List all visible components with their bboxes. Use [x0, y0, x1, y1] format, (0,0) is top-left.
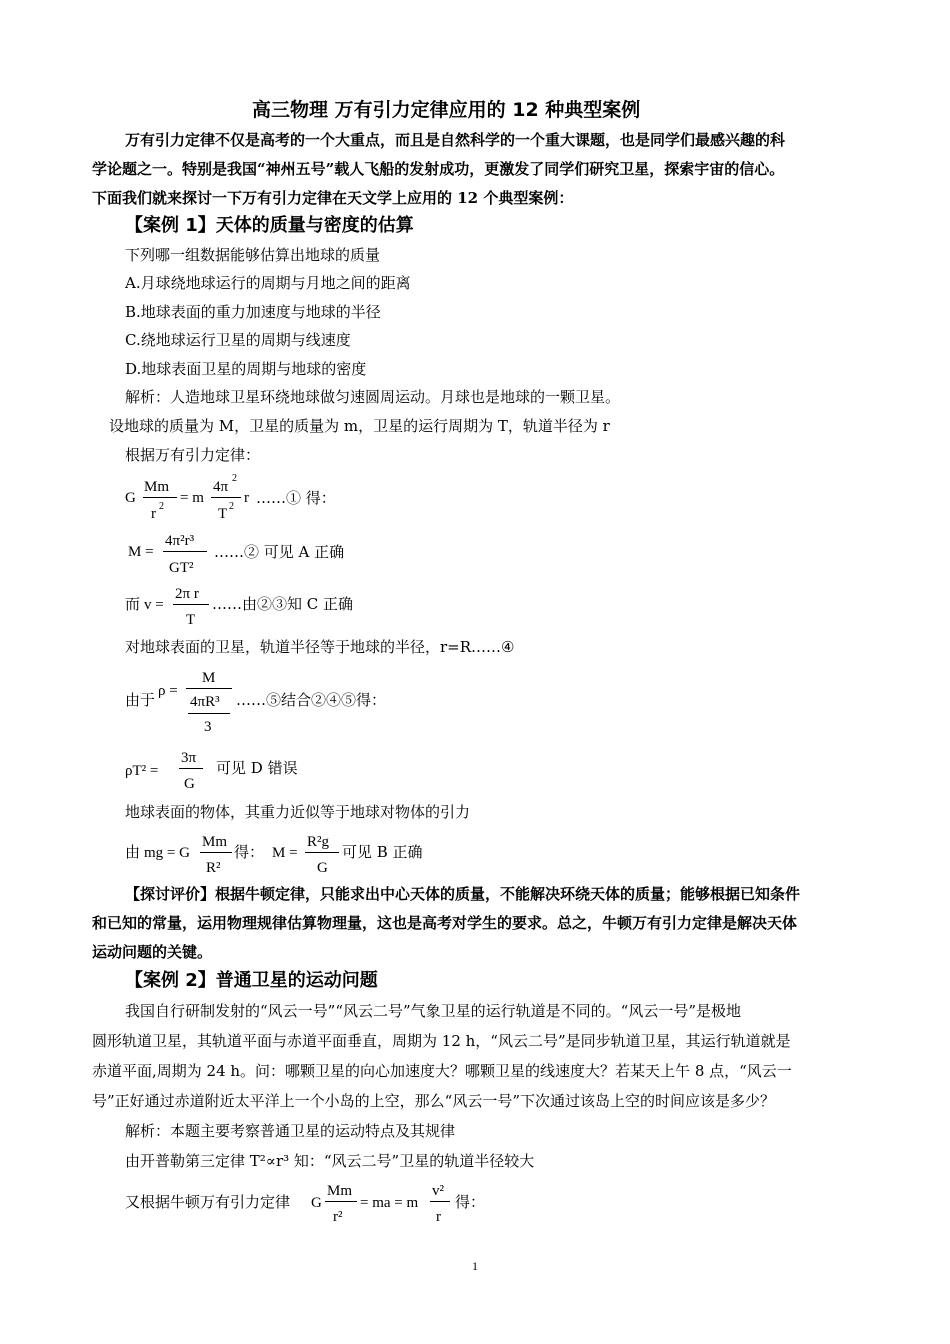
- case1-by-law: 根据万有引力定律：: [125, 446, 261, 464]
- page-title: 高三物理 万有引力定律应用的 12 种典型案例: [252, 99, 641, 121]
- case1-heading: 【案例 1】天体的质量与密度的估算: [125, 215, 414, 236]
- case1-question: 下列哪一组数据能够估算出地球的质量: [125, 246, 381, 264]
- review-line-3: 运动问题的关键。: [92, 943, 213, 961]
- case1-option-d: D.地球表面卫星的周期与地球的密度: [125, 360, 367, 378]
- case1-option-a: A.月球绕地球运行的周期与月地之间的距离: [125, 274, 411, 292]
- document-page: 高三物理 万有引力定律应用的 12 种典型案例 万有引力定律不仅是高考的一个大重点，而且是自然科学的一个重大课题，也是同学们最感兴趣的科 学论题之一。特别是我国“神州五号”载人飞船的发射成功，更激发了同学们研究卫星，探索宇宙的信心。 下面我们就来探讨一下万有引力定律在天文学上应用的 12 个典型案例： 【案例 1】天体的质量与密度的估算 下列哪一组数据能够估算出地球的质量 A.月球绕地球运行的周期与月地之间的距离 B.地球表面的重力加速度与地球的半径 C.绕地球运行卫星的周期与线速度 D.地球表面卫星的周期与地球的密度 解析：人造地球卫星环绕地球做匀速圆周运动。月球也是地球的一颗卫星。 设地球的质量为 M，卫星的质量为 m，卫星的运行周期为 T，轨道半径为 r 根据万有引力定律： G Mm r 2 = m 4π 2 T 2 r ……① 得： M = 4π²r³ GT² ……② 可见 A 正确 而 v = 2π r T ……由②③知 C 正确 对地球表面的卫星，轨道半径等于地球的半径，r=R……④ 由于 ρ = M 4πR³ 3 ……⑤结合②④⑤得： ρT² = 3π G 可见 D 错误 地球表面的物体，其重力近似等于地球对物体的引力 由 mg = G Mm R² 得： M = R²g G 可见 B 正确 【探讨评价】根据牛顿定律，只能求出中心天体的质量，不能解决环绕天体的质量；能够根据已知条件 和已知的常量，运用物理规律估算物理量，这也是高考对学生的要求。总之，牛顿万有引力定律是解决天体 运动问题的关键。 【案例 2】普通卫星的运动问题 我国自行研制发射的“风云一号”“风云二号”气象卫星的运行轨道是不同的。“风云一号”是极地 圆形轨道卫星，其轨道平面与赤道平面垂直，周期为 12 h，“风云二号”是同步轨道卫星，其运行轨道就是 赤道平面,周期为 24 h。问：哪颗卫星的向心加速度大？哪颗卫星的线速度大？若某天上午 8 点，“风云一 号”正好通过赤道附近太平洋上一个小岛的上空，那么“风云一号”下次通过该岛上空的时间应该是多少？ 解析：本题主要考察普通卫星的运动特点及其规律 由开普勒第三定律 T²∝r³ 知：“风云二号”卫星的轨道半径较大 又根据牛顿万有引力定律 G Mm r² = ma = m v² r 得： 1: [0, 0, 950, 1344]
- case1-surface: 对地球表面的卫星，轨道半径等于地球的半径，r=R……④: [125, 638, 515, 656]
- case2-body-2: 圆形轨道卫星，其轨道平面与赤道平面垂直，周期为 12 h，“风云二号”是同步轨道卫星，其运行轨道就是: [92, 1032, 791, 1050]
- case2-body-4: 号”正好通过赤道附近太平洋上一个小岛的上空，那么“风云一号”下次通过该岛上空的时间应该是多少？: [92, 1092, 776, 1110]
- case1-analysis: 解析：人造地球卫星环绕地球做匀速圆周运动。月球也是地球的一颗卫星。: [125, 388, 621, 406]
- case1-setup: 设地球的质量为 M，卫星的质量为 m，卫星的运行周期为 T，轨道半径为 r: [109, 417, 610, 435]
- page-number: 1: [472, 1259, 478, 1273]
- review-line-1: 【探讨评价】根据牛顿定律，只能求出中心天体的质量，不能解决环绕天体的质量；能够根据已知条件: [125, 885, 801, 903]
- review-line-2: 和已知的常量，运用物理规律估算物理量，这也是高考对学生的要求。总之，牛顿万有引力定律是解决天体: [92, 914, 798, 932]
- intro-line-1: 万有引力定律不仅是高考的一个大重点，而且是自然科学的一个重大课题，也是同学们最感兴趣的科: [125, 131, 786, 149]
- case1-option-b: B.地球表面的重力加速度与地球的半径: [125, 303, 381, 321]
- case1-option-c: C.绕地球运行卫星的周期与线速度: [125, 331, 351, 349]
- case2-body-1: 我国自行研制发射的“风云一号”“风云二号”气象卫星的运行轨道是不同的。“风云一号”是极地: [125, 1002, 742, 1020]
- intro-line-3: 下面我们就来探讨一下万有引力定律在天文学上应用的 12 个典型案例：: [92, 189, 574, 207]
- case2-kepler: 由开普勒第三定律 T²∝r³ 知：“风云二号”卫星的轨道半径较大: [125, 1152, 535, 1170]
- case1-gravity: 地球表面的物体，其重力近似等于地球对物体的引力: [125, 803, 471, 821]
- case2-heading: 【案例 2】普通卫星的运动问题: [125, 970, 378, 991]
- case2-analysis: 解析：本题主要考察普通卫星的运动特点及其规律: [125, 1122, 456, 1140]
- intro-line-2: 学论题之一。特别是我国“神州五号”载人飞船的发射成功，更激发了同学们研究卫星，探索宇宙的信心。: [92, 160, 785, 178]
- case2-body-3: 赤道平面,周期为 24 h。问：哪颗卫星的向心加速度大？哪颗卫星的线速度大？若某天上午 8 点，“风云一: [92, 1062, 792, 1080]
